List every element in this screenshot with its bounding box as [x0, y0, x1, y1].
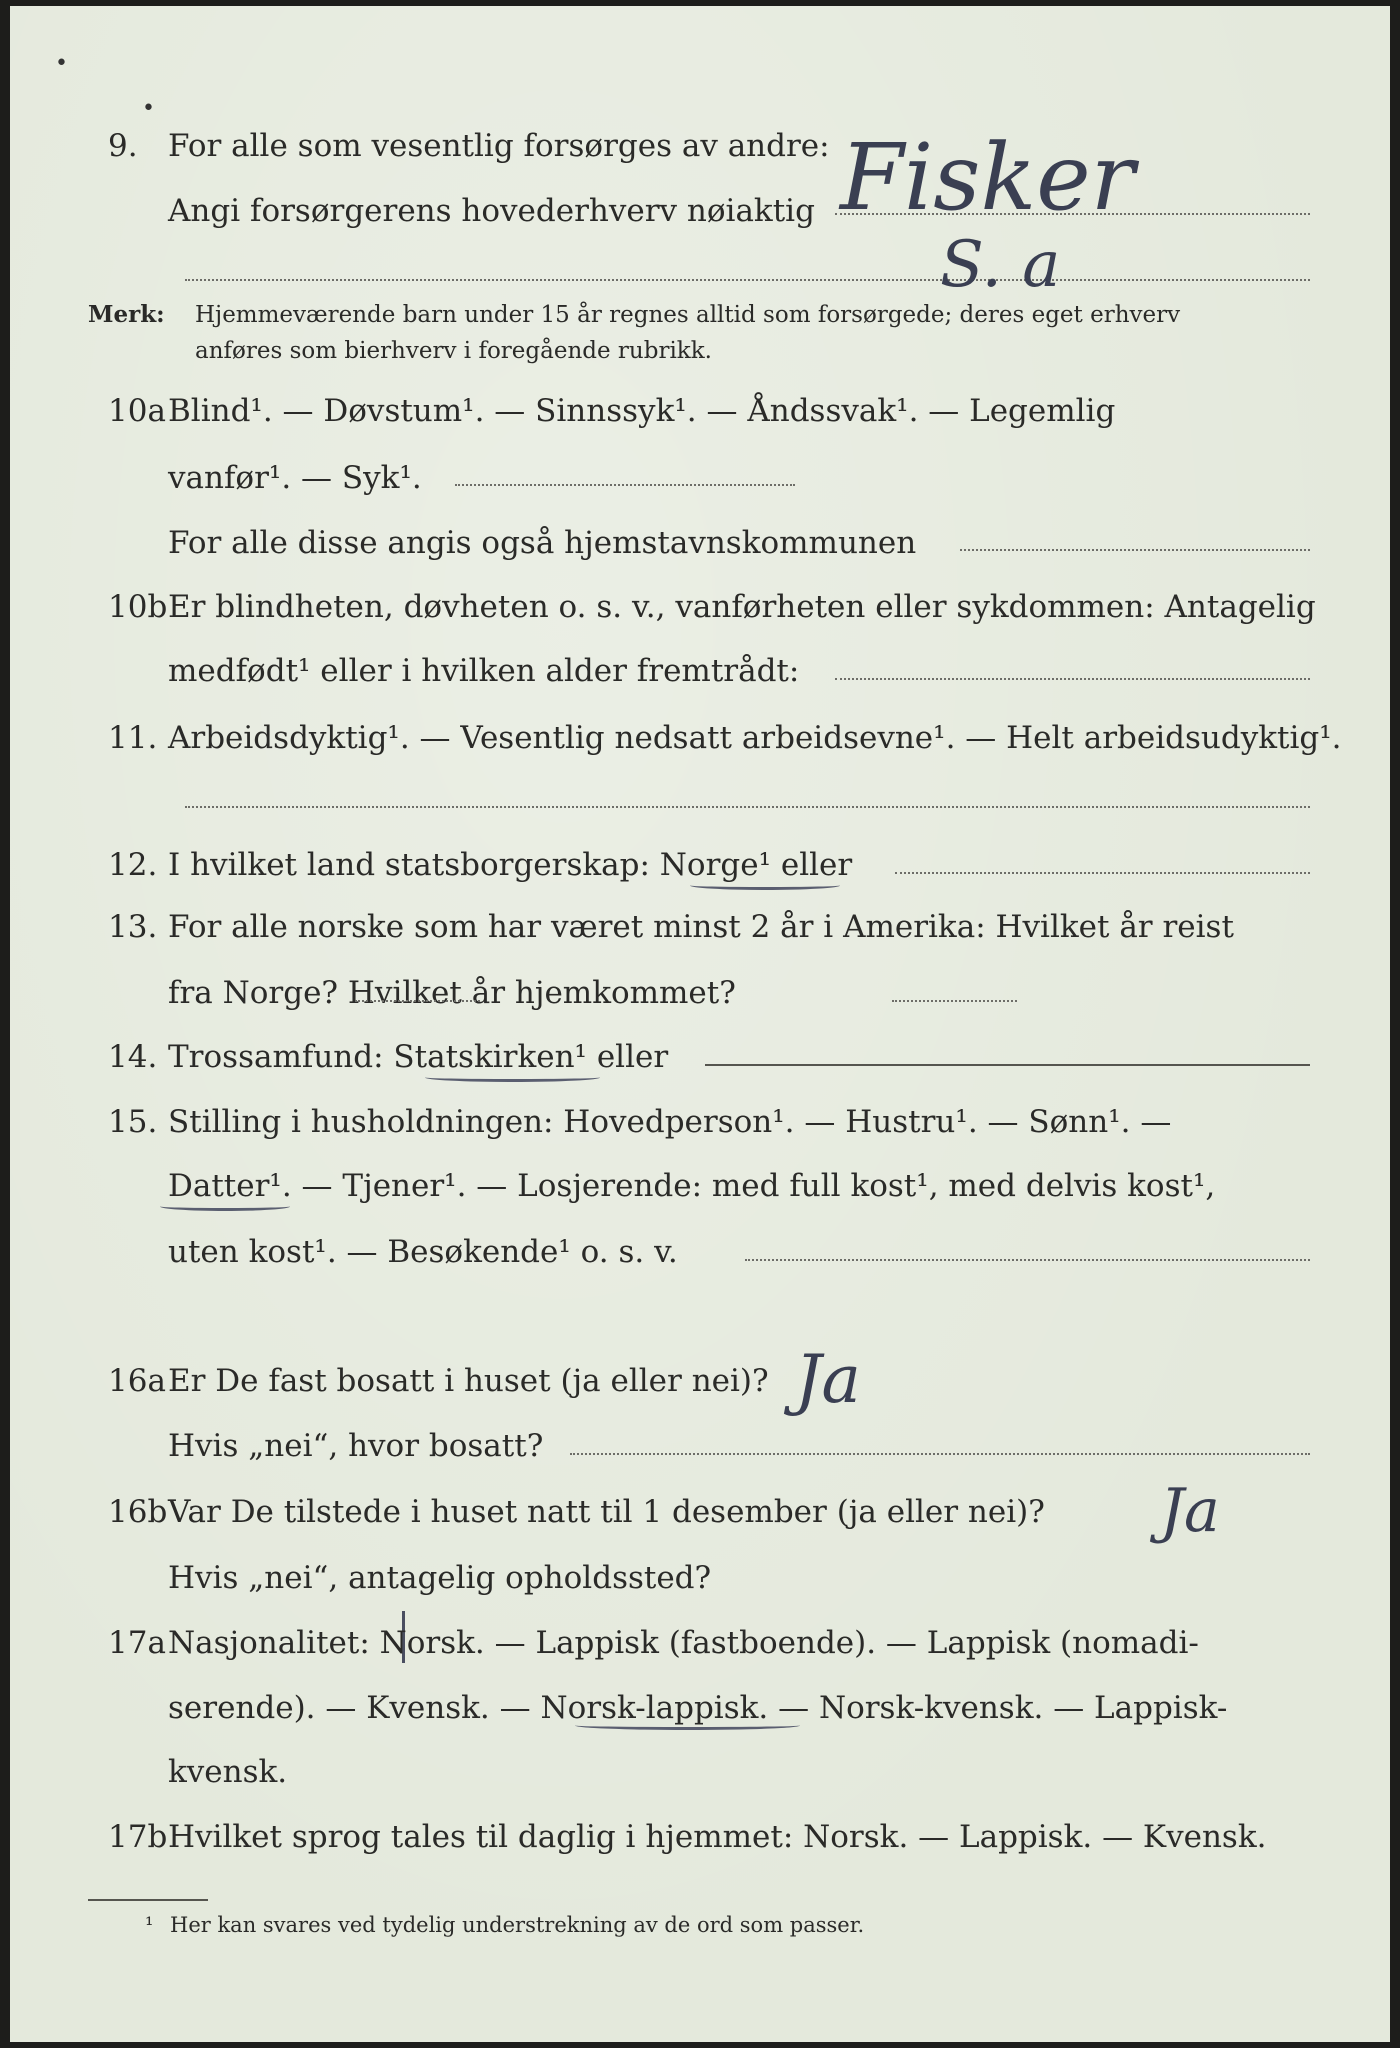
question-text: kvensk. [168, 1754, 288, 1790]
answer-line [745, 1259, 1310, 1261]
question-text: Datter¹. — Tjener¹. — Losjerende: med full kost¹, med delvis kost¹, [168, 1168, 1216, 1204]
answer-line [570, 1453, 1310, 1455]
question-number: 10a [108, 393, 166, 429]
question-text: serende). — Kvensk. — Norsk-lappisk. — Norsk-kvensk. — Lappisk- [168, 1690, 1228, 1726]
question-text: Blind¹. — Døvstum¹. — Sinnssyk¹. — Åndssvak¹. — Legemlig [168, 393, 1116, 429]
question-number: 16a [108, 1363, 166, 1399]
footnote-marker: ¹ [145, 1913, 154, 1937]
question-text: Var De tilstede i huset natt til 1 desember (ja eller nei)? [168, 1494, 1045, 1530]
answer-line [895, 872, 1310, 874]
question-number: 16b [108, 1494, 168, 1530]
question-number: 17b [108, 1819, 168, 1855]
question-text: For alle som vesentlig forsørges av andre: [168, 128, 830, 164]
note-text: Hjemmeværende barn under 15 år regnes alltid som forsørgede; deres eget erhverv [195, 302, 1181, 328]
underline-mark [575, 1721, 800, 1730]
answer-line [355, 1000, 480, 1002]
answer-line [185, 806, 1310, 808]
question-text: Angi forsørgerens hovederhverv nøiaktig [168, 193, 815, 229]
answer-line [705, 1064, 1310, 1066]
underline-mark [425, 1073, 600, 1082]
question-text: Hvis „nei“, antagelig opholdssted? [168, 1560, 712, 1596]
census-form-page [10, 6, 1390, 2042]
handwritten-answer: Ja [1160, 1476, 1220, 1546]
question-text: Stilling i husholdningen: Hovedperson¹. — Hustru¹. — Sønn¹. — [168, 1104, 1172, 1140]
question-number: 17a [108, 1625, 166, 1661]
margin-mark: • [55, 51, 68, 76]
margin-dot: • [142, 96, 155, 121]
question-text: For alle norske som har været minst 2 år i Amerika: Hvilket år reist [168, 909, 1234, 945]
question-text: I hvilket land statsborgerskap: Norge¹ eller [168, 847, 853, 883]
question-text: vanfør¹. — Syk¹. [168, 460, 422, 496]
footnote-rule [88, 1899, 208, 1901]
question-number: 13. [108, 909, 158, 945]
question-text: uten kost¹. — Besøkende¹ o. s. v. [168, 1234, 678, 1270]
question-text: Trossamfund: Statskirken¹ eller [168, 1039, 669, 1075]
question-text: medfødt¹ eller i hvilken alder fremtrådt: [168, 653, 800, 689]
note-label: Merk: [88, 301, 165, 328]
handwritten-note: S. a [940, 228, 1061, 302]
question-number: 12. [108, 847, 158, 883]
question-text: Er De fast bosatt i huset (ja eller nei)? [168, 1363, 769, 1399]
question-number: 11. [108, 720, 158, 756]
question-text: Arbeidsdyktig¹. — Vesentlig nedsatt arbeidsevne¹. — Helt arbeidsudyktig¹. [168, 720, 1342, 756]
handwritten-answer: Fisker [840, 124, 1135, 231]
question-text: Nasjonalitet: Norsk. — Lappisk (fastboende). — Lappisk (nomadi- [168, 1625, 1199, 1661]
question-text: Er blindheten, døvheten o. s. v., vanførheten eller sykdommen: Antagelig [168, 589, 1316, 625]
question-number: 9. [108, 128, 138, 164]
underline-mark [160, 1202, 290, 1211]
note-text: anføres som bierhverv i foregående rubrikk. [195, 338, 712, 364]
answer-line [892, 1000, 1017, 1002]
question-text: Hvis „nei“, hvor bosatt? [168, 1428, 544, 1464]
underline-mark [690, 881, 840, 890]
answer-line [835, 678, 1310, 680]
question-text: Hvilket sprog tales til daglig i hjemmet: Norsk. — Lappisk. — Kvensk. [168, 1819, 1267, 1855]
answer-line [960, 549, 1310, 551]
question-text: fra Norge? Hvilket år hjemkommet? [168, 975, 736, 1011]
question-number: 14. [108, 1039, 158, 1075]
answer-line [185, 279, 1310, 281]
footnote-text: Her kan svares ved tydelig understrekning av de ord som passer. [170, 1913, 865, 1937]
question-number: 10b [108, 589, 168, 625]
handwritten-answer: Ja [795, 1341, 861, 1418]
question-text: For alle disse angis også hjemstavnskommunen [168, 525, 917, 561]
answer-line [455, 484, 795, 486]
question-number: 15. [108, 1104, 158, 1140]
